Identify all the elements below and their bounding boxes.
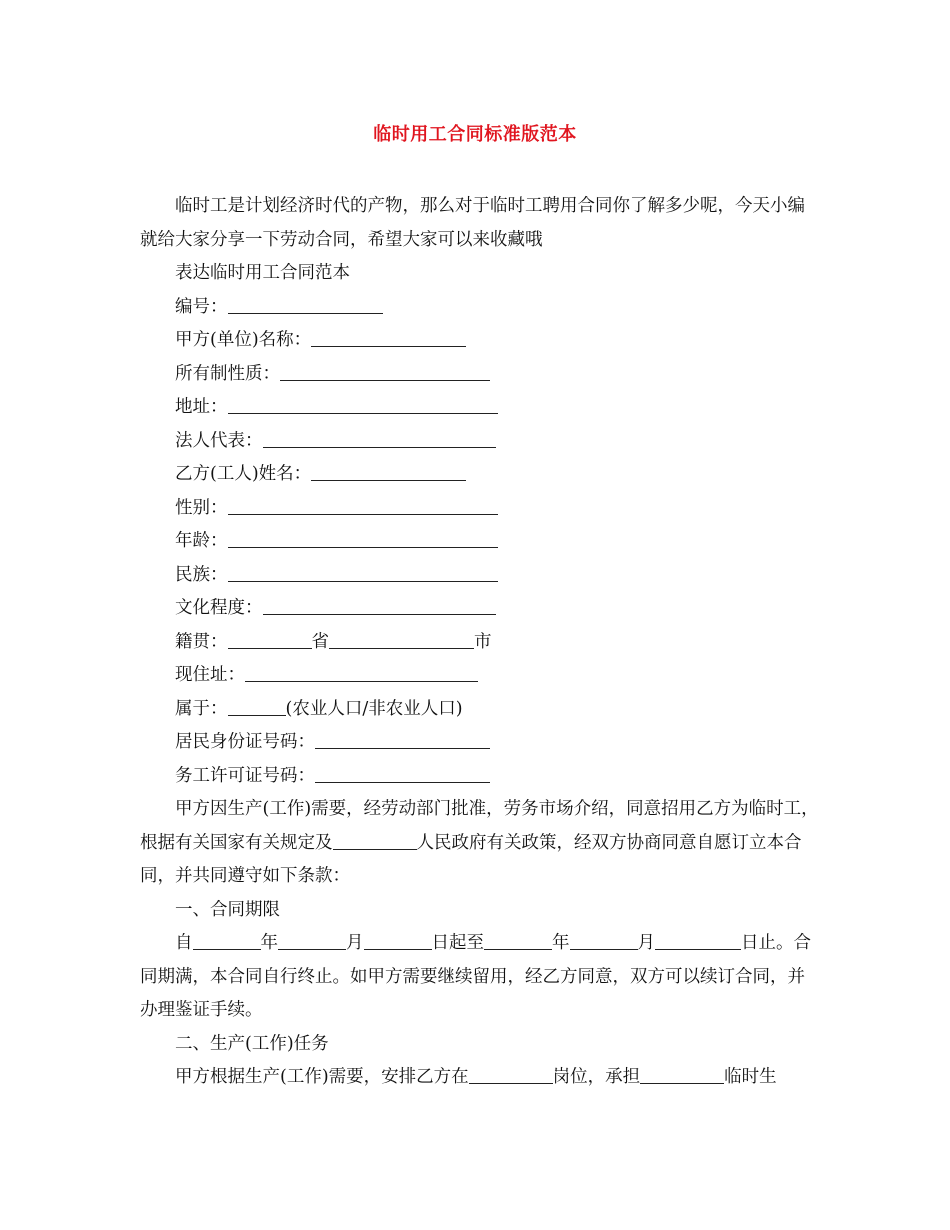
document-title: 临时用工合同标准版范本 xyxy=(373,124,577,145)
field-address xyxy=(140,391,820,425)
field-label: 籍贯： xyxy=(175,631,228,652)
term-text: 月 xyxy=(637,933,655,953)
blank-line xyxy=(329,630,474,649)
section1-paragraph xyxy=(140,927,820,1028)
field-ethnicity xyxy=(140,559,820,593)
field-work-permit xyxy=(140,760,820,794)
field-label: 地址： xyxy=(175,397,228,417)
field-belongs-to xyxy=(140,693,820,727)
field-label: 民族： xyxy=(175,564,228,585)
blank-line xyxy=(315,730,490,749)
blank-line xyxy=(228,496,498,515)
blank-line xyxy=(228,529,498,548)
field-party-a-name xyxy=(140,324,820,358)
section2-paragraph xyxy=(140,1061,820,1095)
blank-line xyxy=(333,831,417,850)
blank-line xyxy=(311,328,466,347)
term-text: 日止。合同期满，本合同自行终止。如甲方需要继续留用，经乙方同意，双方可以续订合同，并办理鉴证手续。 xyxy=(140,933,811,1020)
clause-intro-paragraph xyxy=(140,793,820,894)
field-gender xyxy=(140,492,820,526)
field-label: 法人代表： xyxy=(175,430,263,451)
blank-line xyxy=(723,931,741,950)
task-text: 临时生 xyxy=(724,1067,777,1087)
field-ownership xyxy=(140,358,820,392)
field-age xyxy=(140,525,820,559)
field-native-place xyxy=(140,626,820,660)
term-text: 年 xyxy=(260,933,278,953)
belongs-options: (农业人口/非农业人口) xyxy=(285,698,463,719)
blank-line xyxy=(315,764,490,783)
field-label: 性别： xyxy=(175,497,228,518)
blank-line xyxy=(484,931,552,950)
blank-line xyxy=(364,931,432,950)
blank-line xyxy=(263,429,496,448)
field-label: 文化程度： xyxy=(175,598,263,618)
section2-heading: 二、生产(工作)任务 xyxy=(175,1033,329,1054)
term-text: 月 xyxy=(346,933,364,953)
blank-line xyxy=(245,663,478,682)
blank-line xyxy=(311,462,466,481)
blank-line xyxy=(469,1065,553,1084)
blank-line xyxy=(228,295,383,314)
field-education xyxy=(140,592,820,626)
blank-line xyxy=(228,563,498,582)
field-current-address xyxy=(140,659,820,693)
city-label: 市 xyxy=(474,631,492,652)
term-text: 年 xyxy=(552,933,570,953)
blank-line xyxy=(640,1065,724,1084)
section1-heading: 一、合同期限 xyxy=(175,899,280,920)
blank-line xyxy=(228,395,498,414)
field-label: 乙方(工人)姓名： xyxy=(175,464,312,484)
intro-paragraph: 临时工是计划经济时代的产物，那么对于临时工聘用合同你了解多少呢，今天小编就给大家分享一下劳动合同，希望大家可以来收藏哦 xyxy=(140,196,805,250)
field-legal-rep xyxy=(140,425,820,459)
province-label: 省 xyxy=(311,631,329,652)
field-number xyxy=(140,291,820,325)
field-id-number xyxy=(140,726,820,760)
blank-line xyxy=(228,630,312,649)
term-text: 自 xyxy=(175,933,193,953)
subtitle: 表达临时用工合同范本 xyxy=(175,263,350,283)
term-text: 日起至 xyxy=(431,933,484,953)
field-label: 现住址： xyxy=(175,665,245,685)
task-text: 甲方根据生产(工作)需要，安排乙方在 xyxy=(175,1067,469,1087)
field-label: 居民身份证号码： xyxy=(175,732,315,752)
field-label: 所有制性质： xyxy=(175,363,280,384)
blank-line xyxy=(570,931,638,950)
field-label: 年龄： xyxy=(175,531,228,551)
field-label: 属于： xyxy=(175,698,228,719)
blank-line xyxy=(228,697,286,716)
blank-line xyxy=(193,931,261,950)
document-body xyxy=(140,190,820,1095)
field-label: 编号： xyxy=(175,296,228,317)
blank-line xyxy=(278,931,346,950)
task-text: 岗位，承担 xyxy=(552,1067,641,1087)
field-label: 甲方(单位)名称： xyxy=(175,330,312,350)
clause-text: 甲方因生产(工作)需要，经劳动部门批准，劳务市场介绍，同意招用乙方为临时工，根据有关国家有关规定及 xyxy=(140,799,819,853)
field-party-b-name xyxy=(140,458,820,492)
field-label: 务工许可证号码： xyxy=(175,765,315,786)
blank-line xyxy=(263,596,496,615)
clause-text: 人民政府有关政策，经双方协商同意自愿订立本合同，并共同遵守如下条款： xyxy=(140,832,802,886)
blank-line xyxy=(280,362,490,381)
blank-line xyxy=(655,931,723,950)
